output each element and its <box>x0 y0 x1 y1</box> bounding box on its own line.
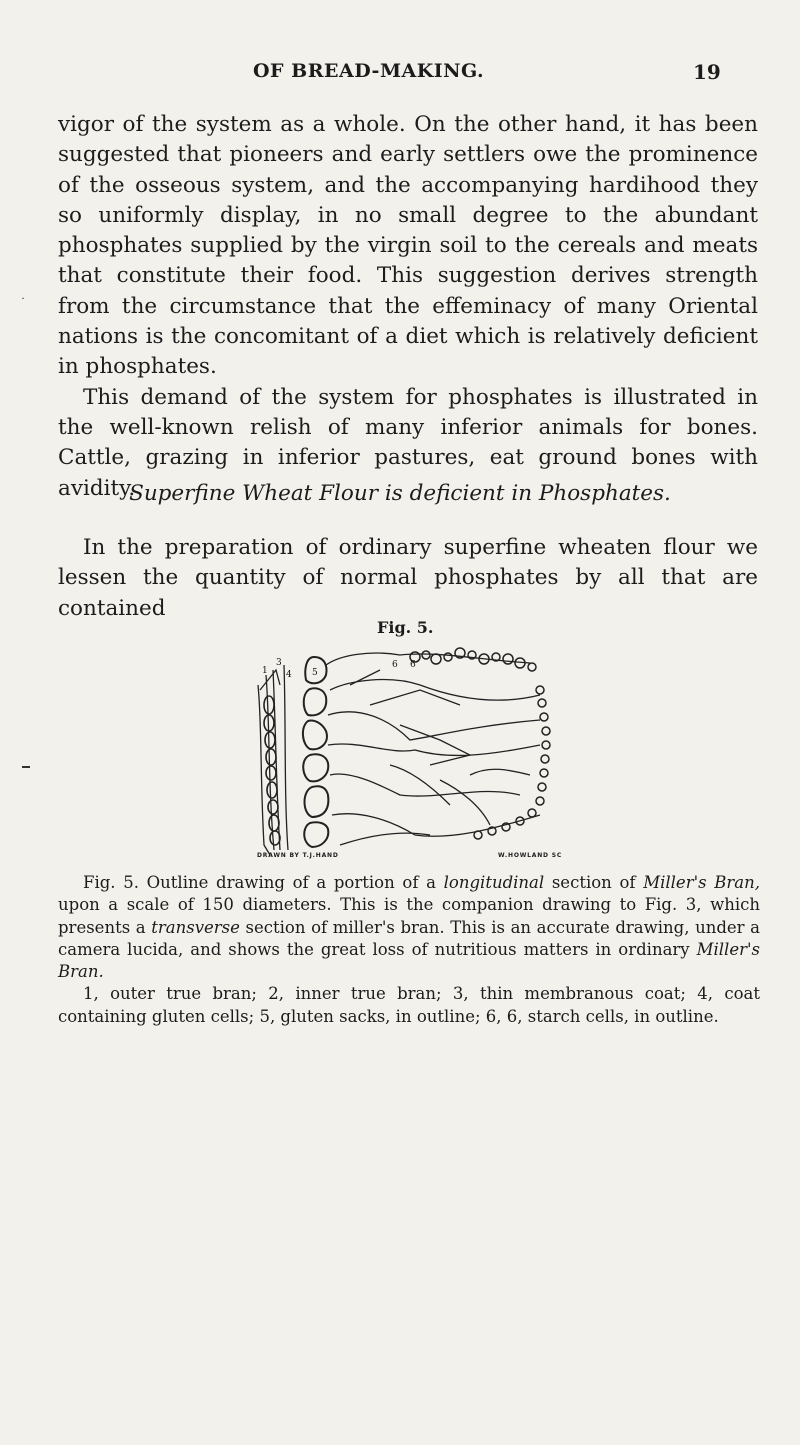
page-number: 19 <box>693 60 721 84</box>
running-head <box>0 60 800 90</box>
paragraph-3-block <box>58 533 758 624</box>
paragraph-3: In the preparation of ordinary superfine wheaten flour we lessen the quantity of normal phosphates by all that are contained <box>58 535 758 621</box>
figure-number-4: 4 <box>286 670 292 680</box>
figure-number-6a: 6 <box>392 660 398 670</box>
figure-number-1: 1 <box>262 666 268 676</box>
paragraph-1: vigor of the system as a whole. On the other hand, it has been suggested that pioneers and early settlers owe the prominence of the osseous system, and the accompanying hardihood they so uniformly display, in no small degree to the abundant phosphates supplied by the virgin soil to the cereals and meats that constitute their food. This suggestion derives strength from the circumstance that the effeminacy of many Oriental nations is the concomitant of a diet which is relatively deficient in phosphates. <box>58 112 758 380</box>
starch-cells <box>326 653 540 845</box>
gluten-cell-layer <box>284 665 288 850</box>
body-text <box>58 110 758 504</box>
figure-number-6b: 6 <box>410 660 416 670</box>
caption-legend: 1, outer true bran; 2, inner true bran; 3, thin membranous coat; 4, coat containing gluten cells; 5, gluten sacks, in outline; 6, 6, starch cells, in outline. <box>58 984 760 1026</box>
figure-number-3: 3 <box>276 658 282 668</box>
gluten-sacks <box>303 657 328 847</box>
running-head-title: OF BREAD-MAKING. <box>253 60 485 82</box>
credit-engraver: W.HOWLAND SC <box>498 852 563 859</box>
figure-caption <box>58 872 760 1028</box>
figure-label: Fig. 5. <box>377 618 434 637</box>
credit-drawn-by: DRAWN BY T.J.HAND <box>257 852 339 859</box>
figure-number-5: 5 <box>312 668 318 678</box>
cell-cluster <box>410 648 536 671</box>
bran-section-drawing <box>240 645 580 855</box>
section-heading: Superfine Wheat Flour is deficient in Phosphates. <box>129 481 671 506</box>
paragraph-2: This demand of the system for phosphates is illustrated in the well-known relish of many inferior animals for bones. Cattle, grazing in inferior pastures, eat ground bones with avidity. <box>58 384 758 501</box>
caption-description: Fig. 5. Outline drawing of a portion of a longitudinal section of Miller's Bran, upon a scale of 150 diameters. This is the companion drawing to Fig. 3, which presents a transverse section of miller's bran. This is an accurate drawing, under a camera lucida, and shows the great loss of nutritious matters in ordinary Miller's Bran. <box>58 873 760 982</box>
margin-mark: ˙ <box>20 296 26 310</box>
margin-dash <box>22 766 30 768</box>
